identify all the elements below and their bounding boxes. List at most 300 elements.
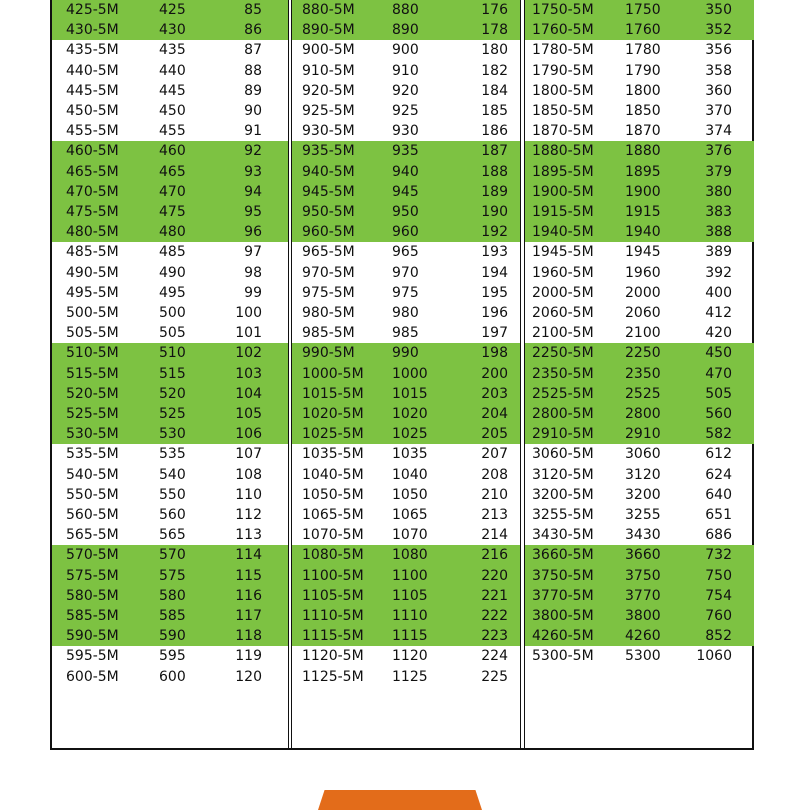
belt-length: 560 <box>159 507 186 523</box>
belt-length: 1800 <box>625 82 661 99</box>
table-row <box>525 303 754 323</box>
tooth-count: 207 <box>481 446 508 463</box>
part-number: 890-5M <box>302 22 355 39</box>
part-number: 1015-5M <box>302 385 364 402</box>
part-number: 495-5M <box>66 284 119 301</box>
belt-length: 3770 <box>625 587 661 604</box>
tooth-count: 107 <box>235 446 262 463</box>
belt-length: 4260 <box>625 628 661 645</box>
tooth-count: 197 <box>481 325 508 342</box>
tooth-count: 852 <box>705 628 732 645</box>
part-number: 2910-5M <box>532 426 594 443</box>
table-row <box>525 404 754 424</box>
tooth-count: 95 <box>244 204 262 220</box>
part-number: 1750-5M <box>532 2 594 18</box>
tooth-count: 224 <box>481 648 508 665</box>
tooth-count: 208 <box>481 466 508 483</box>
tooth-count: 116 <box>235 587 262 604</box>
table-row <box>525 606 754 626</box>
tooth-count: 350 <box>705 2 732 18</box>
belt-length: 930 <box>392 123 419 140</box>
tooth-count: 420 <box>705 325 732 342</box>
belt-length: 1960 <box>625 264 661 281</box>
belt-length: 925 <box>392 103 419 119</box>
part-number: 2350-5M <box>532 365 594 382</box>
tooth-count: 88 <box>244 62 262 79</box>
belt-length: 595 <box>159 648 186 665</box>
part-number: 460-5M <box>66 143 119 160</box>
table-row <box>292 20 520 40</box>
belt-length: 500 <box>159 305 186 321</box>
part-number: 925-5M <box>302 103 355 119</box>
part-number: 985-5M <box>302 325 355 342</box>
tooth-count: 190 <box>481 204 508 220</box>
table-row <box>525 424 754 444</box>
table-row <box>292 606 520 626</box>
part-number: 450-5M <box>66 103 119 119</box>
tooth-count: 100 <box>235 305 262 321</box>
tooth-count: 115 <box>235 567 262 584</box>
part-number: 935-5M <box>302 143 355 160</box>
part-number: 3800-5M <box>532 608 594 624</box>
part-number: 575-5M <box>66 567 119 584</box>
belt-length: 3120 <box>625 466 661 483</box>
belt-length: 520 <box>159 385 186 402</box>
table-row <box>292 465 520 485</box>
tooth-count: 195 <box>481 284 508 301</box>
part-number: 975-5M <box>302 284 355 301</box>
belt-length: 910 <box>392 62 419 79</box>
tooth-count: 102 <box>235 345 262 362</box>
part-number: 950-5M <box>302 204 355 220</box>
part-number: 1065-5M <box>302 507 364 523</box>
part-number: 1105-5M <box>302 587 364 604</box>
table-row <box>525 364 754 384</box>
part-number: 3430-5M <box>532 527 594 544</box>
part-number: 1080-5M <box>302 547 364 564</box>
part-number: 1050-5M <box>302 486 364 503</box>
tooth-count: 370 <box>705 103 732 119</box>
part-number: 930-5M <box>302 123 355 140</box>
tooth-count: 356 <box>705 42 732 59</box>
table-row <box>525 384 754 404</box>
table-row <box>525 525 754 545</box>
belt-length: 1000 <box>392 365 428 382</box>
part-number: 465-5M <box>66 163 119 180</box>
tooth-count: 222 <box>481 608 508 624</box>
table-row <box>52 121 288 141</box>
part-number: 1915-5M <box>532 204 594 220</box>
belt-length: 460 <box>159 143 186 160</box>
belt-length: 3750 <box>625 567 661 584</box>
belt-length: 1050 <box>392 486 428 503</box>
table-row <box>292 364 520 384</box>
table-row <box>525 162 754 182</box>
part-number: 965-5M <box>302 244 355 261</box>
belt-length: 505 <box>159 325 186 342</box>
belt-length: 1100 <box>392 567 428 584</box>
tooth-count: 582 <box>705 426 732 443</box>
belt-length: 535 <box>159 446 186 463</box>
part-number: 1100-5M <box>302 567 364 584</box>
part-number: 595-5M <box>66 648 119 665</box>
tooth-count: 612 <box>705 446 732 463</box>
table-row <box>525 545 754 565</box>
belt-length: 1945 <box>625 244 661 261</box>
part-number: 500-5M <box>66 305 119 321</box>
tooth-count: 389 <box>705 244 732 261</box>
belt-length: 1870 <box>625 123 661 140</box>
tooth-count: 216 <box>481 547 508 564</box>
tooth-count: 118 <box>235 628 262 645</box>
tooth-count: 640 <box>705 486 732 503</box>
table-row <box>525 465 754 485</box>
belt-length: 1940 <box>625 224 661 241</box>
belt-length: 1850 <box>625 103 661 119</box>
table-row <box>292 323 520 343</box>
part-number: 1120-5M <box>302 648 364 665</box>
belt-length: 570 <box>159 547 186 564</box>
table-row <box>52 182 288 202</box>
part-number: 3660-5M <box>532 547 594 564</box>
table-row <box>525 61 754 81</box>
belt-length: 495 <box>159 284 186 301</box>
part-number: 1790-5M <box>532 62 594 79</box>
belt-length: 3800 <box>625 608 661 624</box>
belt-length: 435 <box>159 42 186 59</box>
part-number: 570-5M <box>66 547 119 564</box>
part-number: 4260-5M <box>532 628 594 645</box>
tooth-count: 92 <box>244 143 262 160</box>
tooth-count: 352 <box>705 22 732 39</box>
belt-length: 590 <box>159 628 186 645</box>
tooth-count: 379 <box>705 163 732 180</box>
tooth-count: 89 <box>244 82 262 99</box>
tooth-count: 213 <box>481 507 508 523</box>
belt-length: 1070 <box>392 527 428 544</box>
part-number: 485-5M <box>66 244 119 261</box>
table-row <box>52 61 288 81</box>
tooth-count: 221 <box>481 587 508 604</box>
table-row <box>525 586 754 606</box>
part-number: 1040-5M <box>302 466 364 483</box>
table-row <box>525 0 754 20</box>
belt-length: 1115 <box>392 628 428 645</box>
belt-length: 890 <box>392 22 419 39</box>
belt-length: 2350 <box>625 365 661 382</box>
table-row <box>292 283 520 303</box>
part-number: 3770-5M <box>532 587 594 604</box>
belt-length: 2525 <box>625 385 661 402</box>
table-row <box>52 626 288 646</box>
belt-length: 950 <box>392 204 419 220</box>
belt-length: 1895 <box>625 163 661 180</box>
tooth-count: 383 <box>705 204 732 220</box>
belt-length: 1035 <box>392 446 428 463</box>
belt-length: 600 <box>159 668 186 685</box>
table-row <box>52 303 288 323</box>
belt-length: 1015 <box>392 385 428 402</box>
part-number: 445-5M <box>66 82 119 99</box>
tooth-count: 223 <box>481 628 508 645</box>
table-row <box>292 162 520 182</box>
belt-length: 970 <box>392 264 419 281</box>
table-row <box>525 121 754 141</box>
tooth-count: 182 <box>481 62 508 79</box>
part-number: 515-5M <box>66 365 119 382</box>
belt-length: 880 <box>392 2 419 18</box>
table-row <box>525 222 754 242</box>
tooth-count: 87 <box>244 42 262 59</box>
belt-length: 940 <box>392 163 419 180</box>
part-number: 430-5M <box>66 22 119 39</box>
table-row <box>52 162 288 182</box>
part-number: 1960-5M <box>532 264 594 281</box>
table-row <box>292 444 520 464</box>
table-row <box>525 263 754 283</box>
table-row <box>292 566 520 586</box>
tooth-count: 204 <box>481 406 508 422</box>
tooth-count: 376 <box>705 143 732 160</box>
table-row <box>52 101 288 121</box>
belt-length: 3430 <box>625 527 661 544</box>
table-row <box>292 485 520 505</box>
tooth-count: 380 <box>705 183 732 200</box>
tooth-count: 117 <box>235 608 262 624</box>
part-number: 1110-5M <box>302 608 364 624</box>
tooth-count: 93 <box>244 163 262 180</box>
table-row <box>525 141 754 161</box>
part-number: 585-5M <box>66 608 119 624</box>
belt-length: 3660 <box>625 547 661 564</box>
tooth-count: 400 <box>705 284 732 301</box>
belt-length: 985 <box>392 325 419 342</box>
part-number: 1035-5M <box>302 446 364 463</box>
belt-length: 3200 <box>625 486 661 503</box>
table-row <box>52 606 288 626</box>
part-number: 455-5M <box>66 123 119 140</box>
table-row <box>292 525 520 545</box>
tooth-count: 120 <box>235 668 262 685</box>
part-number: 990-5M <box>302 345 355 362</box>
part-number: 2100-5M <box>532 325 594 342</box>
table-row <box>52 525 288 545</box>
table-row <box>292 182 520 202</box>
table-row <box>52 202 288 222</box>
part-number: 590-5M <box>66 628 119 645</box>
belt-length: 1880 <box>625 143 661 160</box>
tooth-count: 220 <box>481 567 508 584</box>
part-number: 600-5M <box>66 668 119 685</box>
part-number: 530-5M <box>66 426 119 443</box>
part-number: 980-5M <box>302 305 355 321</box>
tooth-count: 180 <box>481 42 508 59</box>
table-column-2 <box>292 0 520 748</box>
part-number: 2060-5M <box>532 305 594 321</box>
table-row <box>525 283 754 303</box>
table-row <box>292 202 520 222</box>
part-number: 435-5M <box>66 42 119 59</box>
tooth-count: 754 <box>705 587 732 604</box>
part-number: 900-5M <box>302 42 355 59</box>
tooth-count: 412 <box>705 305 732 321</box>
part-number: 1800-5M <box>532 82 594 99</box>
table-row <box>52 545 288 565</box>
belt-length: 3060 <box>625 446 661 463</box>
table-row <box>52 81 288 101</box>
table-row <box>52 40 288 60</box>
tooth-count: 90 <box>244 103 262 119</box>
belt-length: 445 <box>159 82 186 99</box>
table-row <box>525 40 754 60</box>
part-number: 425-5M <box>66 2 119 18</box>
part-number: 520-5M <box>66 385 119 402</box>
belt-size-table <box>50 0 754 750</box>
tooth-count: 101 <box>235 325 262 342</box>
belt-length: 2060 <box>625 305 661 321</box>
belt-length: 440 <box>159 62 186 79</box>
part-number: 510-5M <box>66 345 119 362</box>
table-row <box>52 465 288 485</box>
table-row <box>525 485 754 505</box>
tooth-count: 560 <box>705 406 732 422</box>
part-number: 1125-5M <box>302 668 364 685</box>
part-number: 880-5M <box>302 2 355 18</box>
part-number: 535-5M <box>66 446 119 463</box>
belt-length: 2910 <box>625 426 661 443</box>
table-row <box>52 222 288 242</box>
table-row <box>52 364 288 384</box>
tooth-count: 184 <box>481 82 508 99</box>
table-row <box>52 505 288 525</box>
tooth-count: 374 <box>705 123 732 140</box>
part-number: 540-5M <box>66 466 119 483</box>
belt-length: 510 <box>159 345 186 362</box>
part-number: 3120-5M <box>532 466 594 483</box>
belt-length: 575 <box>159 567 186 584</box>
belt-length: 990 <box>392 345 419 362</box>
belt-length: 515 <box>159 365 186 382</box>
table-row <box>292 404 520 424</box>
belt-length: 3255 <box>625 507 661 523</box>
tooth-count: 732 <box>705 547 732 564</box>
tooth-count: 99 <box>244 284 262 301</box>
belt-length: 525 <box>159 406 186 422</box>
tooth-count: 388 <box>705 224 732 241</box>
table-row <box>292 424 520 444</box>
belt-length: 1125 <box>392 668 428 685</box>
part-number: 1895-5M <box>532 163 594 180</box>
tooth-count: 750 <box>705 567 732 584</box>
table-row <box>52 404 288 424</box>
belt-length: 5300 <box>625 648 661 665</box>
part-number: 1000-5M <box>302 365 364 382</box>
tooth-count: 505 <box>705 385 732 402</box>
belt-length: 975 <box>392 284 419 301</box>
belt-length: 450 <box>159 103 186 119</box>
table-row <box>525 20 754 40</box>
tooth-count: 188 <box>481 163 508 180</box>
belt-length: 565 <box>159 527 186 544</box>
part-number: 945-5M <box>302 183 355 200</box>
tooth-count: 176 <box>481 2 508 18</box>
tooth-count: 358 <box>705 62 732 79</box>
tooth-count: 450 <box>705 345 732 362</box>
tooth-count: 205 <box>481 426 508 443</box>
table-row <box>292 343 520 363</box>
table-row <box>52 667 288 687</box>
belt-length: 1020 <box>392 406 428 422</box>
tooth-count: 113 <box>235 527 262 544</box>
belt-length: 430 <box>159 22 186 39</box>
table-column-3 <box>525 0 754 748</box>
part-number: 480-5M <box>66 224 119 241</box>
part-number: 560-5M <box>66 507 119 523</box>
part-number: 525-5M <box>66 406 119 422</box>
tooth-count: 225 <box>481 668 508 685</box>
belt-length: 1790 <box>625 62 661 79</box>
belt-length: 2800 <box>625 406 661 422</box>
tooth-count: 105 <box>235 406 262 422</box>
part-number: 1870-5M <box>532 123 594 140</box>
belt-length: 935 <box>392 143 419 160</box>
belt-length: 1105 <box>392 587 428 604</box>
table-row <box>292 646 520 666</box>
part-number: 920-5M <box>302 82 355 99</box>
tooth-count: 1060 <box>696 648 732 665</box>
tooth-count: 189 <box>481 183 508 200</box>
table-row <box>292 141 520 161</box>
tooth-count: 193 <box>481 244 508 261</box>
tooth-count: 110 <box>235 486 262 503</box>
belt-length: 585 <box>159 608 186 624</box>
belt-length: 1900 <box>625 183 661 200</box>
table-row <box>292 101 520 121</box>
belt-length: 480 <box>159 224 186 241</box>
tooth-count: 97 <box>244 244 262 261</box>
part-number: 1850-5M <box>532 103 594 119</box>
table-row <box>52 263 288 283</box>
tooth-count: 360 <box>705 82 732 99</box>
tooth-count: 91 <box>244 123 262 140</box>
table-row <box>292 384 520 404</box>
tooth-count: 760 <box>705 608 732 624</box>
part-number: 1780-5M <box>532 42 594 59</box>
part-number: 580-5M <box>66 587 119 604</box>
part-number: 1025-5M <box>302 426 364 443</box>
table-row <box>292 81 520 101</box>
tooth-count: 470 <box>705 365 732 382</box>
tooth-count: 98 <box>244 264 262 281</box>
belt-length: 1120 <box>392 648 428 665</box>
tooth-count: 651 <box>705 507 732 523</box>
table-row <box>52 20 288 40</box>
table-row <box>292 263 520 283</box>
tooth-count: 392 <box>705 264 732 281</box>
table-row <box>525 182 754 202</box>
table-row <box>292 667 520 687</box>
table-row <box>525 202 754 222</box>
part-number: 2525-5M <box>532 385 594 402</box>
tooth-count: 187 <box>481 143 508 160</box>
tooth-count: 203 <box>481 385 508 402</box>
part-number: 3060-5M <box>532 446 594 463</box>
belt-length: 425 <box>159 2 186 18</box>
belt-length: 465 <box>159 163 186 180</box>
belt-length: 1080 <box>392 547 428 564</box>
part-number: 475-5M <box>66 204 119 220</box>
tooth-count: 106 <box>235 426 262 443</box>
